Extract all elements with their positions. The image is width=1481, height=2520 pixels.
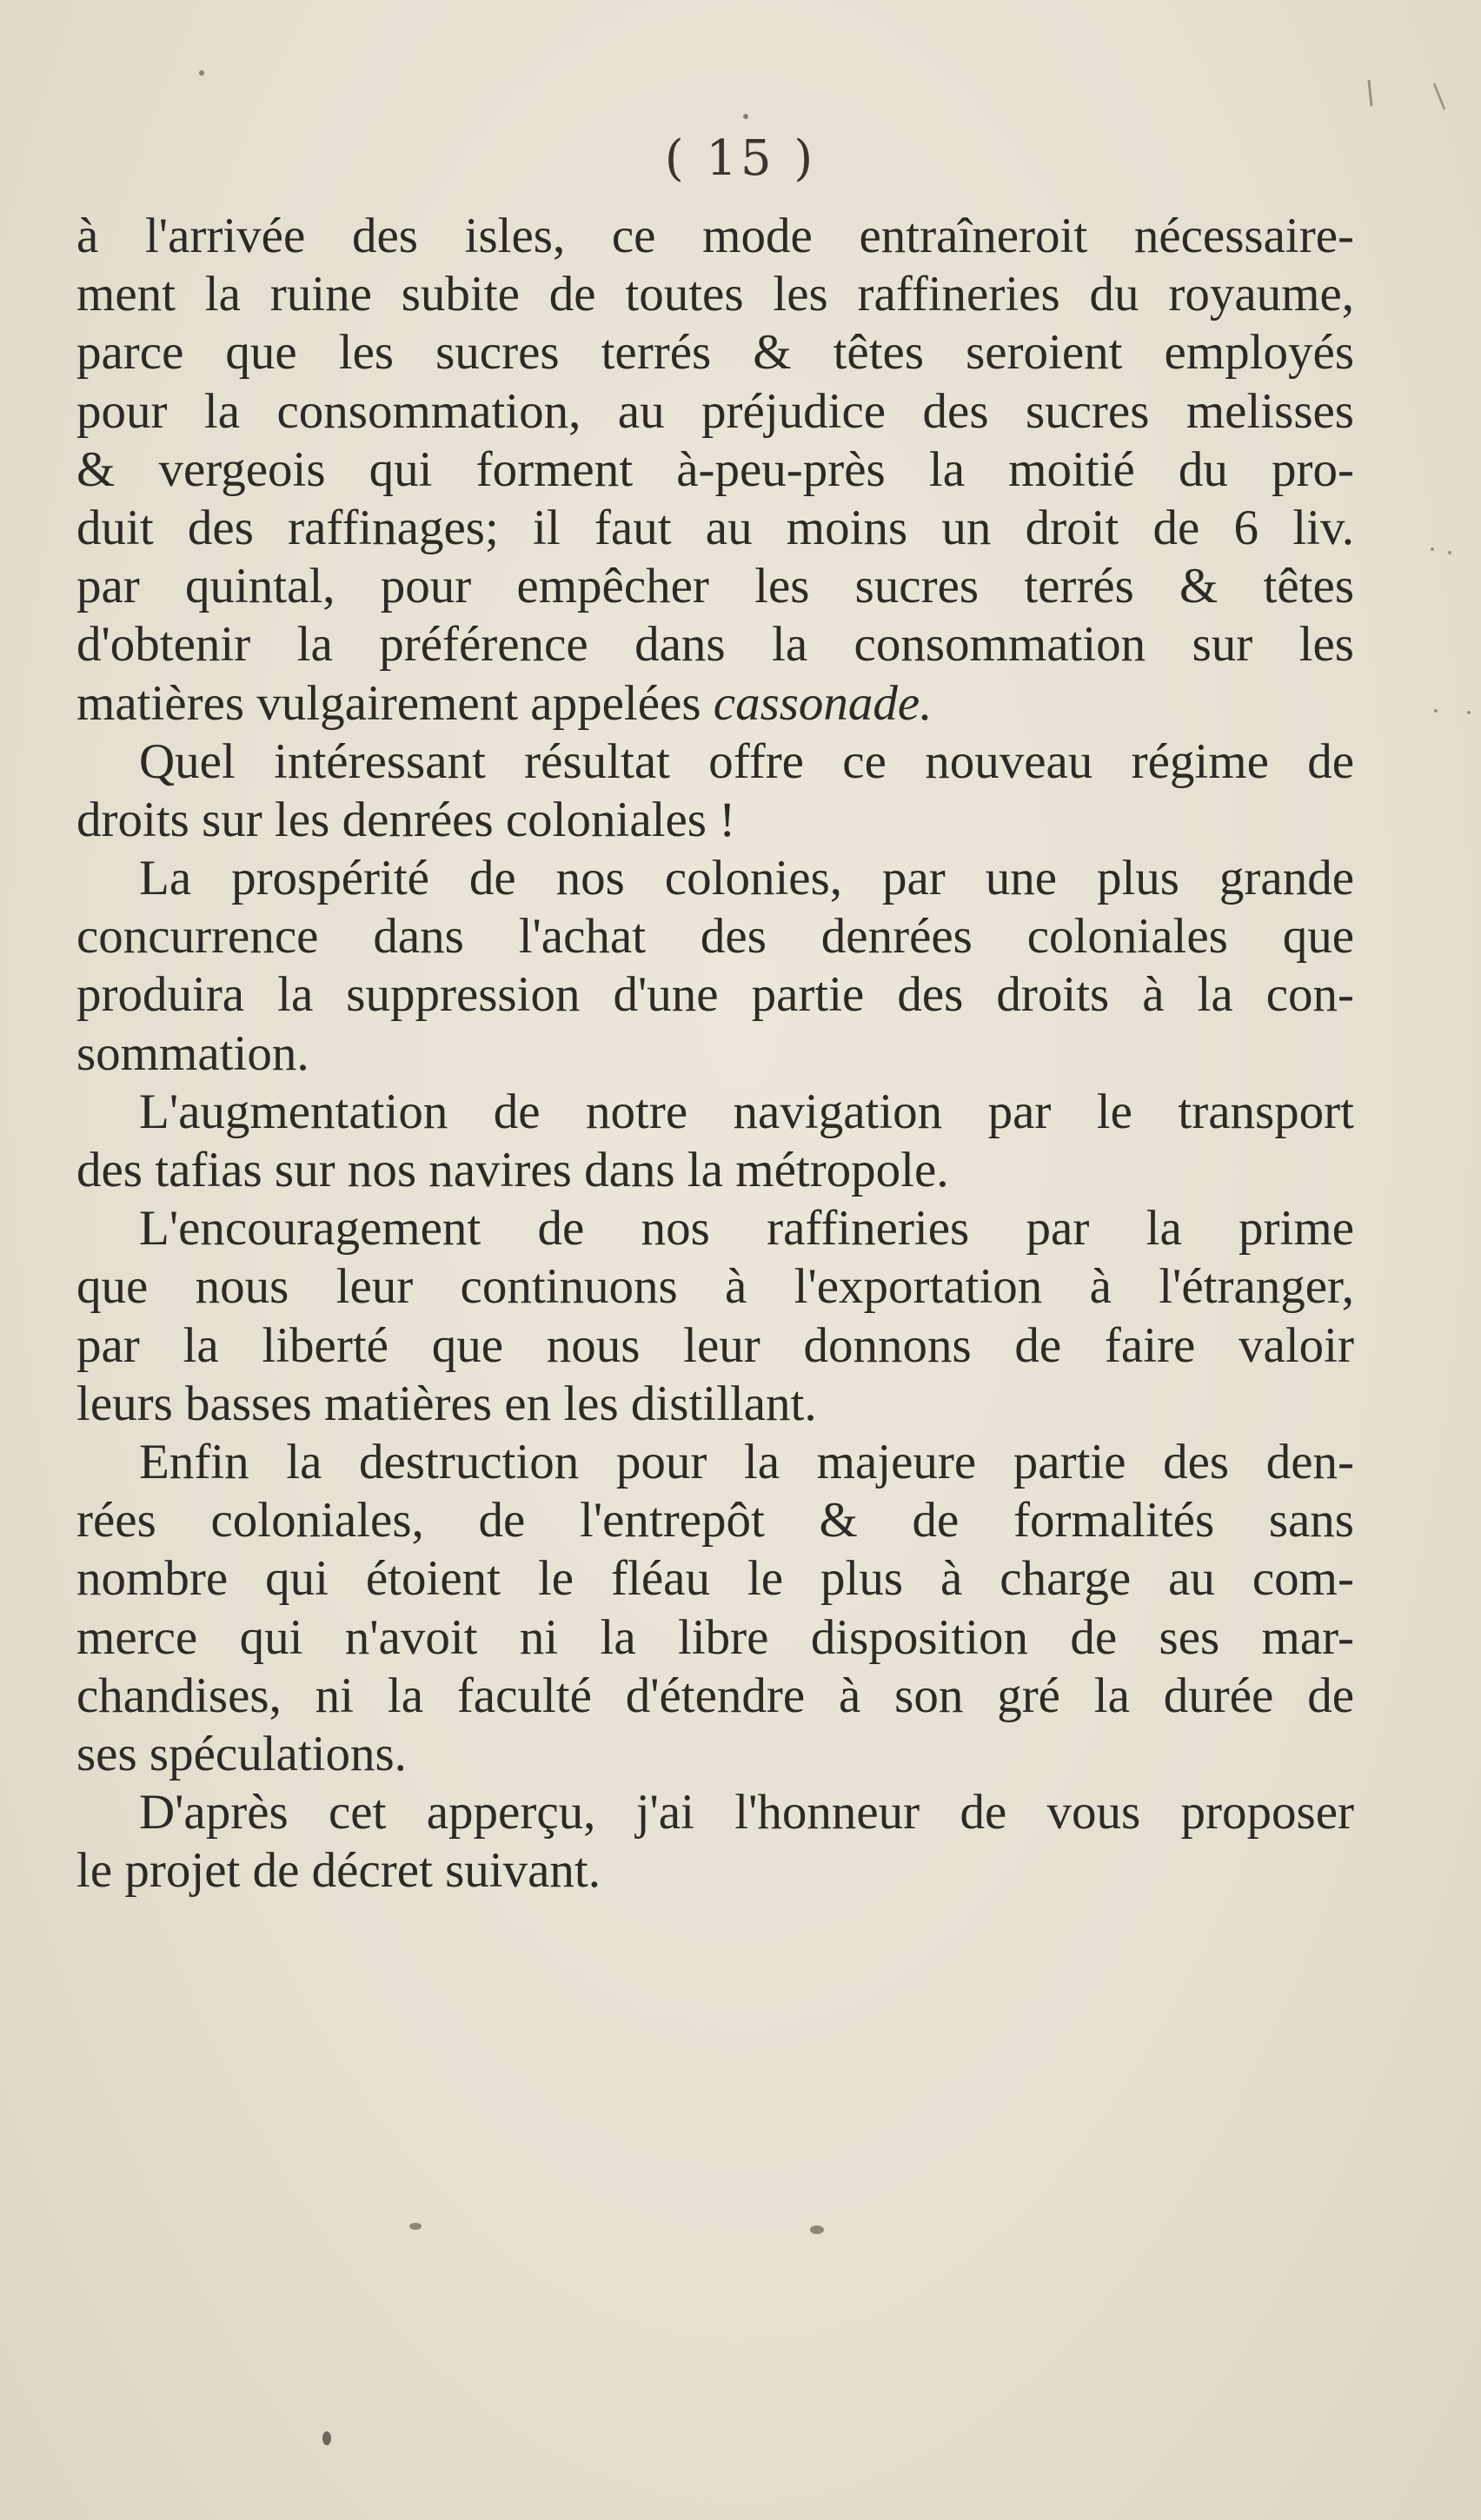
- ink-speck: [322, 2431, 331, 2445]
- text-line: ses spéculations.: [76, 1726, 407, 1781]
- paper-mark: [1369, 80, 1371, 106]
- text-line: merce qui n'avoit ni la libre disposition de ses mar-: [76, 1609, 1354, 1665]
- text-line: nombre qui étoient le fléau le plus à charge au com-: [76, 1551, 1354, 1607]
- page-number: ( 15 ): [664, 130, 817, 187]
- ink-speck: [409, 2223, 422, 2230]
- ink-speck: [1434, 709, 1438, 713]
- text-line: D'après cet apperçu, j'ai l'honneur de vous proposer: [139, 1785, 1354, 1840]
- text-line: [76, 674, 1354, 733]
- text-line: d'obtenir la préférence dans la consommation sur les: [76, 617, 1354, 673]
- text-line: à l'arrivée des isles, ce mode entraîneroit nécessaire-: [76, 209, 1354, 263]
- paper-mark: [1434, 83, 1444, 109]
- ink-speck: [1431, 547, 1434, 551]
- ink-speck: [1448, 551, 1451, 554]
- text-line: L'encouragement de nos raffineries par la prime: [139, 1201, 1354, 1257]
- text-line: par quintal, pour empêcher les sucres terrés & têtes: [76, 559, 1354, 614]
- text-line: droits sur les denrées coloniales !: [76, 792, 736, 847]
- text-line: des tafias sur nos navires dans la métropole.: [76, 1143, 949, 1197]
- ink-speck: [1467, 711, 1471, 714]
- text-line: parce que les sucres terrés & têtes seroient employés: [76, 325, 1354, 381]
- text-line: La prospérité de nos colonies, par une plus grande: [139, 851, 1354, 906]
- text-line: chandises, ni la faculté d'étendre à son gré la durée de: [76, 1668, 1354, 1723]
- text-line: ment la ruine subite de toutes les raffineries du royaume,: [76, 267, 1354, 322]
- text-line: produira la suppression d'une partie des droits à la con-: [76, 967, 1354, 1023]
- text-line: Quel intéressant résultat offre ce nouveau régime de: [139, 733, 1354, 789]
- text-line-italic: cassonade.: [713, 675, 933, 731]
- text-line: leurs basses matières en les distillant.: [76, 1376, 817, 1431]
- text-line: duit des raffinages; il faut au moins un droit de 6 liv.: [76, 500, 1354, 555]
- text-line: par la liberté que nous leur donnons de faire valoir: [76, 1317, 1354, 1373]
- ink-speck: [199, 70, 204, 76]
- text-line: Enfin la destruction pour la majeure partie des den-: [139, 1434, 1354, 1489]
- body-text: [76, 207, 1354, 1900]
- text-line: & vergeois qui forment à-peu-près la moitié du pro-: [76, 441, 1354, 497]
- text-line: le projet de décret suivant.: [76, 1843, 601, 1899]
- text-line: rées coloniales, de l'entrepôt & de formalités sans: [76, 1493, 1354, 1548]
- text-line: pour la consommation, au préjudice des sucres melisses: [76, 383, 1354, 439]
- text-line: concurrence dans l'achat des denrées coloniales que: [76, 909, 1354, 965]
- text-line: que nous leur continuons à l'exportation à l'étranger,: [76, 1259, 1354, 1315]
- ink-speck: [810, 2225, 824, 2234]
- text-line: sommation.: [76, 1025, 309, 1081]
- ink-speck: [743, 114, 748, 119]
- text-line-roman: matières vulgairement appelées: [76, 675, 714, 731]
- text-line: L'augmentation de notre navigation par le transport: [139, 1084, 1354, 1139]
